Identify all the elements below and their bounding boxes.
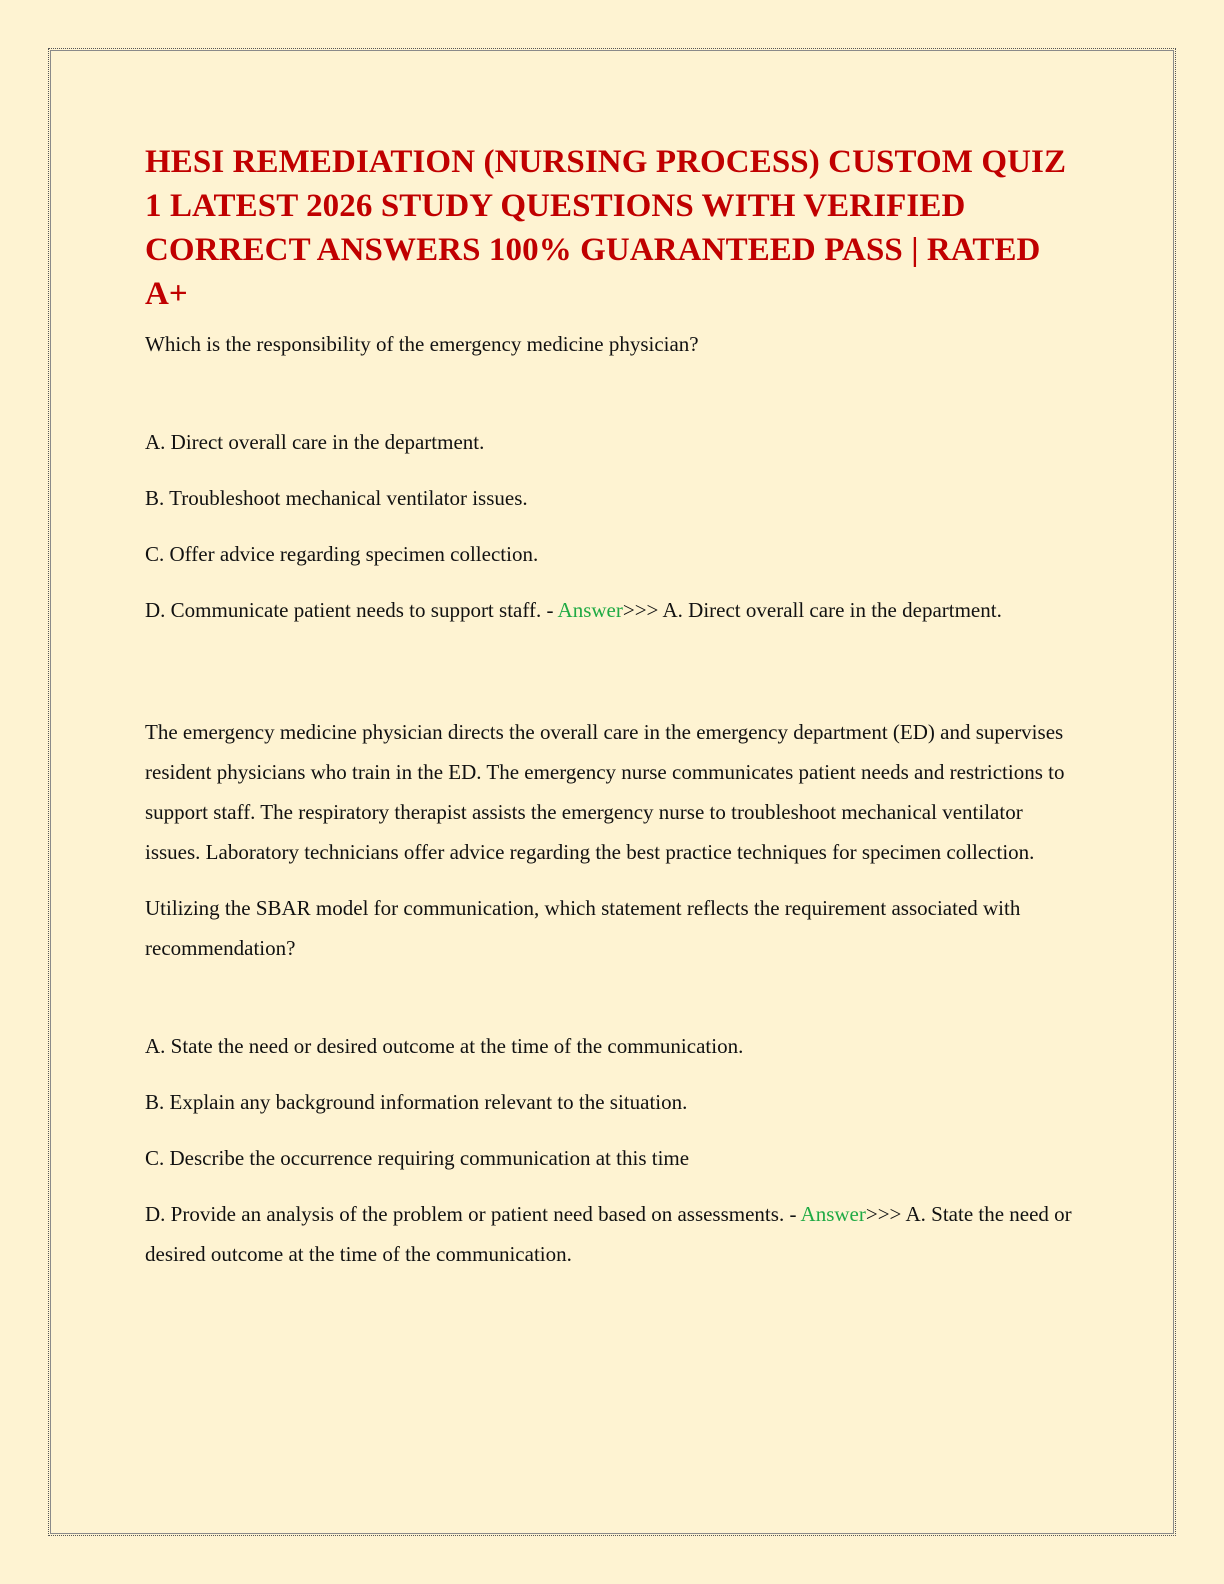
rationale-text: The emergency medicine physician directs the overall care in the emergency department (ED) and supervises resident physicians who train in the ED. The emergency nurse communicates patient needs and restrictions to support staff. The respiratory therapist assists the emergency nurse to troubleshoot mechanical ventilator issues. Laboratory technicians offer advice regarding the best practice techniques for specimen collection. <box>145 720 1065 864</box>
option-b: B. Explain any background information relevant to the situation. <box>145 1090 688 1114</box>
option-a: A. Direct overall care in the department. <box>145 430 485 454</box>
option-d-with-answer <box>145 1194 1080 1274</box>
question-block-1 <box>145 324 1080 872</box>
question-text: Utilizing the SBAR model for communication, which statement reflects the requirement associated with recommendation? <box>145 896 1021 960</box>
option-d-text: D. Provide an analysis of the problem or patient need based on assessments. - <box>145 1202 801 1226</box>
document-title: HESI REMEDIATION (NURSING PROCESS) CUSTOM QUIZ 1 LATEST 2026 STUDY QUESTIONS WITH VERIFIED CORRECT ANSWERS 100% GUARANTEED PASS | RATED A+ <box>145 144 1067 312</box>
answer-text: >>> A. Direct overall care in the department. <box>622 598 1002 622</box>
document-content <box>145 140 1080 1274</box>
option-d-text: D. Communicate patient needs to support staff. - <box>145 598 558 622</box>
option-d-with-answer <box>145 590 1080 630</box>
question-block-2 <box>145 888 1080 1274</box>
option-b: B. Troubleshoot mechanical ventilator issues. <box>145 486 528 510</box>
option-c: C. Offer advice regarding specimen collection. <box>145 542 539 566</box>
spacer <box>145 630 1080 712</box>
answer-label: Answer <box>557 598 623 622</box>
option-c: C. Describe the occurrence requiring communication at this time <box>145 1146 690 1170</box>
answer-text: >>> A. State the need or desired outcome at the time of the communication. <box>145 1202 1072 1266</box>
answer-label: Answer <box>800 1202 866 1226</box>
option-a: A. State the need or desired outcome at the time of the communication. <box>145 1034 744 1058</box>
question-text: Which is the responsibility of the emergency medicine physician? <box>145 332 699 356</box>
